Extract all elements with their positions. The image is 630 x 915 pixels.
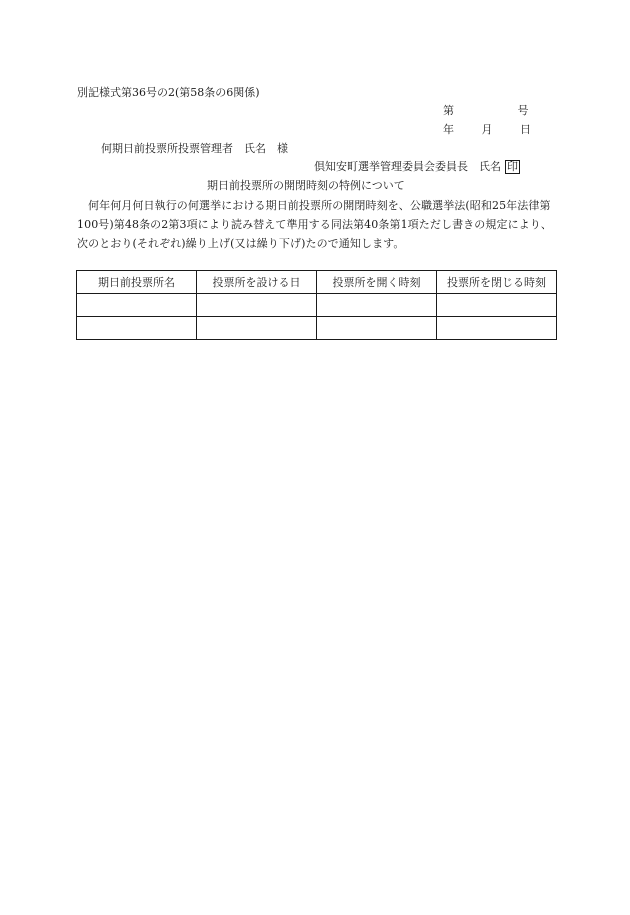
date-day: 日	[520, 123, 531, 136]
header-open-time: 投票所を開く時刻	[317, 271, 437, 294]
seal-mark: 印	[507, 160, 518, 173]
table-row	[77, 317, 557, 340]
document-title: 期日前投票所の開閉時刻の特例について	[207, 179, 405, 192]
header-station-name: 期日前投票所名	[77, 271, 197, 294]
table-cell	[197, 317, 317, 340]
table-cell	[317, 294, 437, 317]
number-prefix: 第	[443, 104, 454, 117]
table-header-row	[77, 271, 557, 294]
sender-line	[314, 160, 520, 174]
date-year: 年	[443, 123, 454, 136]
number-line	[443, 104, 529, 118]
table-cell	[77, 317, 197, 340]
addressee: 何期日前投票所投票管理者 氏名 様	[101, 142, 288, 155]
table-cell	[437, 317, 557, 340]
table-cell	[77, 294, 197, 317]
table-cell	[437, 294, 557, 317]
body-paragraph: 何年何月何日執行の何選挙における期日前投票所の開閉時刻を、公職選挙法(昭和25年法律第100号)第48条の2第3項により読み替えて準用する同法第40条第1項ただし書きの規定により、次のとおり(それぞれ)繰り上げ(又は繰り下げ)たので通知します。	[77, 199, 552, 250]
schedule-table	[76, 270, 557, 340]
number-suffix: 号	[517, 104, 529, 117]
header-setup-date: 投票所を設ける日	[197, 271, 317, 294]
header-close-time: 投票所を閉じる時刻	[437, 271, 557, 294]
table-cell	[317, 317, 437, 340]
table-cell	[197, 294, 317, 317]
form-id: 別記様式第36号の2(第58条の6関係)	[77, 86, 260, 99]
date-month: 月	[481, 123, 493, 136]
sender: 倶知安町選挙管理委員会委員長 氏名	[314, 160, 501, 173]
date-line	[443, 123, 531, 137]
table-row	[77, 294, 557, 317]
